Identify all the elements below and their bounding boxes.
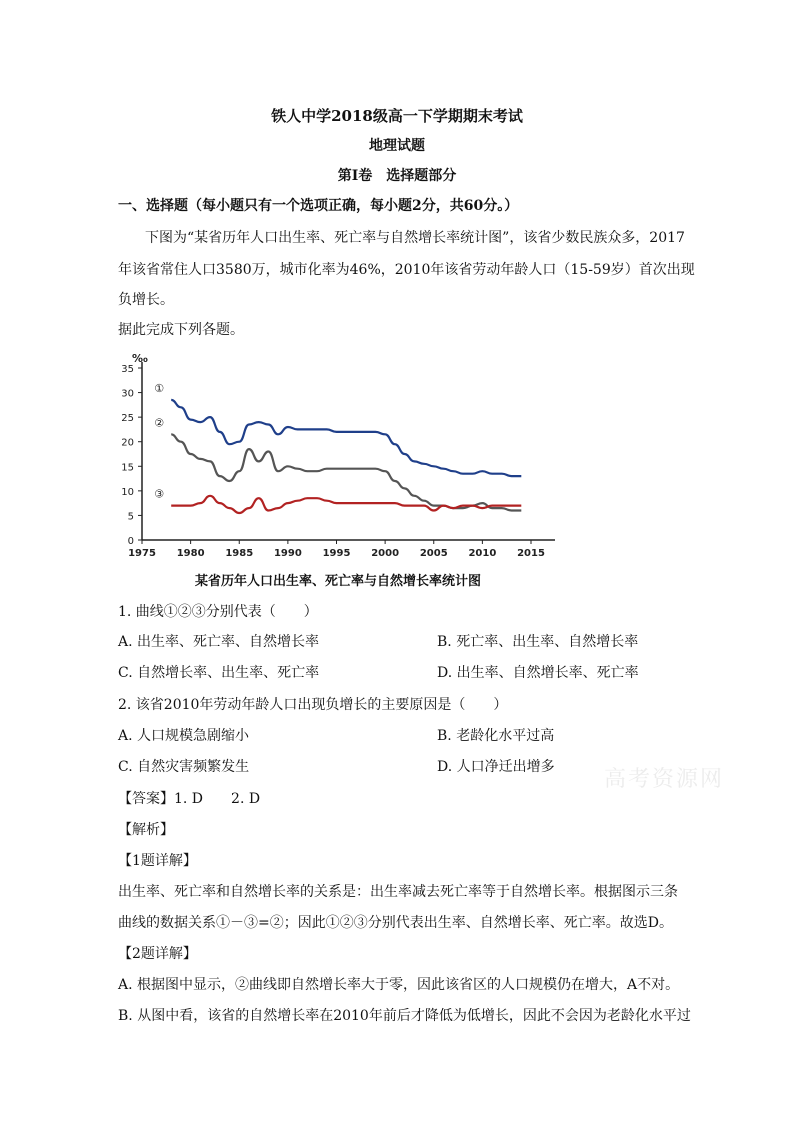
intro-line-3: 负增长。 xyxy=(118,292,174,308)
y-tick-label-0: 0 xyxy=(127,536,134,547)
question-1-stem: 1. 曲线①②③分别代表（ ） xyxy=(118,604,318,620)
q1-option-c: C. 自然增长率、出生率、死亡率 xyxy=(118,665,320,681)
y-tick-label-35: 35 xyxy=(121,364,134,375)
watermark: 高考资源网 xyxy=(604,767,725,792)
series-line-1 xyxy=(171,400,521,476)
series-line-2 xyxy=(171,434,521,510)
x-tick-label-2005: 2005 xyxy=(419,548,448,559)
y-tick-label-30: 30 xyxy=(121,388,134,400)
population-rate-chart xyxy=(118,352,558,559)
series-line-3 xyxy=(171,496,521,513)
x-tick-label-2010: 2010 xyxy=(468,548,497,559)
part-title: 第Ⅰ卷 选择题部分 xyxy=(337,168,457,184)
x-tick-label-1995: 1995 xyxy=(322,548,351,559)
q1-detail-label: 【1题详解】 xyxy=(118,853,197,869)
q2-detail-label: 【2题详解】 xyxy=(118,946,197,962)
y-tick-label-15: 15 xyxy=(121,462,134,474)
series-label-3: ③ xyxy=(154,487,165,501)
q1-detail-line-2: 曲线的数据关系①－③=②；因此①②③分别代表出生率、自然增长率、死亡率。故选D。 xyxy=(118,915,673,931)
x-tick-label-1985: 1985 xyxy=(225,548,254,559)
analysis-label: 【解析】 xyxy=(118,822,174,838)
series-label-1: ① xyxy=(154,381,165,395)
x-tick-label-1990: 1990 xyxy=(273,548,302,559)
question-2-stem: 2. 该省2010年劳动年龄人口出现负增长的主要原因是（ ） xyxy=(118,697,508,713)
x-tick-label-1980: 1980 xyxy=(176,548,205,559)
y-tick-label-10: 10 xyxy=(121,486,134,498)
prompt-line: 据此完成下列各题。 xyxy=(118,322,244,338)
x-tick-label-1975: 1975 xyxy=(128,548,156,559)
section-heading: 一、选择题（每小题只有一个选项正确，每小题2分，共60分。） xyxy=(118,198,519,214)
subject-title: 地理试题 xyxy=(369,138,425,154)
exam-title: 铁人中学2018级高一下学期期末考试 xyxy=(271,107,523,125)
chart-svg xyxy=(118,352,558,559)
q2-option-b: B. 老龄化水平过高 xyxy=(437,728,555,744)
q1-option-b: B. 死亡率、出生率、自然增长率 xyxy=(437,634,639,650)
q2-option-a: A. 人口规模急剧缩小 xyxy=(118,728,250,744)
intro-line-1: 下图为“某省历年人口出生率、死亡率与自然增长率统计图”，该省少数民族众多，2017 xyxy=(145,230,685,246)
q1-option-a: A. 出生率、死亡率、自然增长率 xyxy=(118,634,320,650)
series-label-2: ② xyxy=(154,416,165,430)
intro-line-2: 年该省常住人口3580万，城市化率为46%，2010年该省劳动年龄人口（15-59岁）首次出现 xyxy=(118,262,695,278)
q2-option-c: C. 自然灾害频繁发生 xyxy=(118,759,250,775)
y-tick-label-20: 20 xyxy=(121,437,134,449)
chart-title: 某省历年人口出生率、死亡率与自然增长率统计图 xyxy=(194,574,481,589)
q2-detail-line-1: A. 根据图中显示，②曲线即自然增长率大于零，因此该省区的人口规模仍在增大，A不对。 xyxy=(118,977,680,993)
q2-option-d: D. 人口净迁出增多 xyxy=(437,759,555,775)
q1-detail-line-1: 出生率、死亡率和自然增长率的关系是：出生率减去死亡率等于自然增长率。根据图示三条 xyxy=(118,884,678,900)
q2-detail-line-2: B. 从图中看，该省的自然增长率在2010年前后才降低为低增长，因此不会因为老龄化水平过 xyxy=(118,1008,691,1024)
answer-line: 【答案】1. D 2. D xyxy=(118,791,261,807)
q1-option-d: D. 出生率、自然增长率、死亡率 xyxy=(437,665,639,681)
y-tick-label-25: 25 xyxy=(121,413,134,425)
x-tick-label-2015: 2015 xyxy=(517,548,545,559)
x-tick-label-2000: 2000 xyxy=(371,548,400,559)
y-tick-label-5: 5 xyxy=(127,511,134,523)
y-axis-unit-label: ‰ xyxy=(132,352,148,365)
